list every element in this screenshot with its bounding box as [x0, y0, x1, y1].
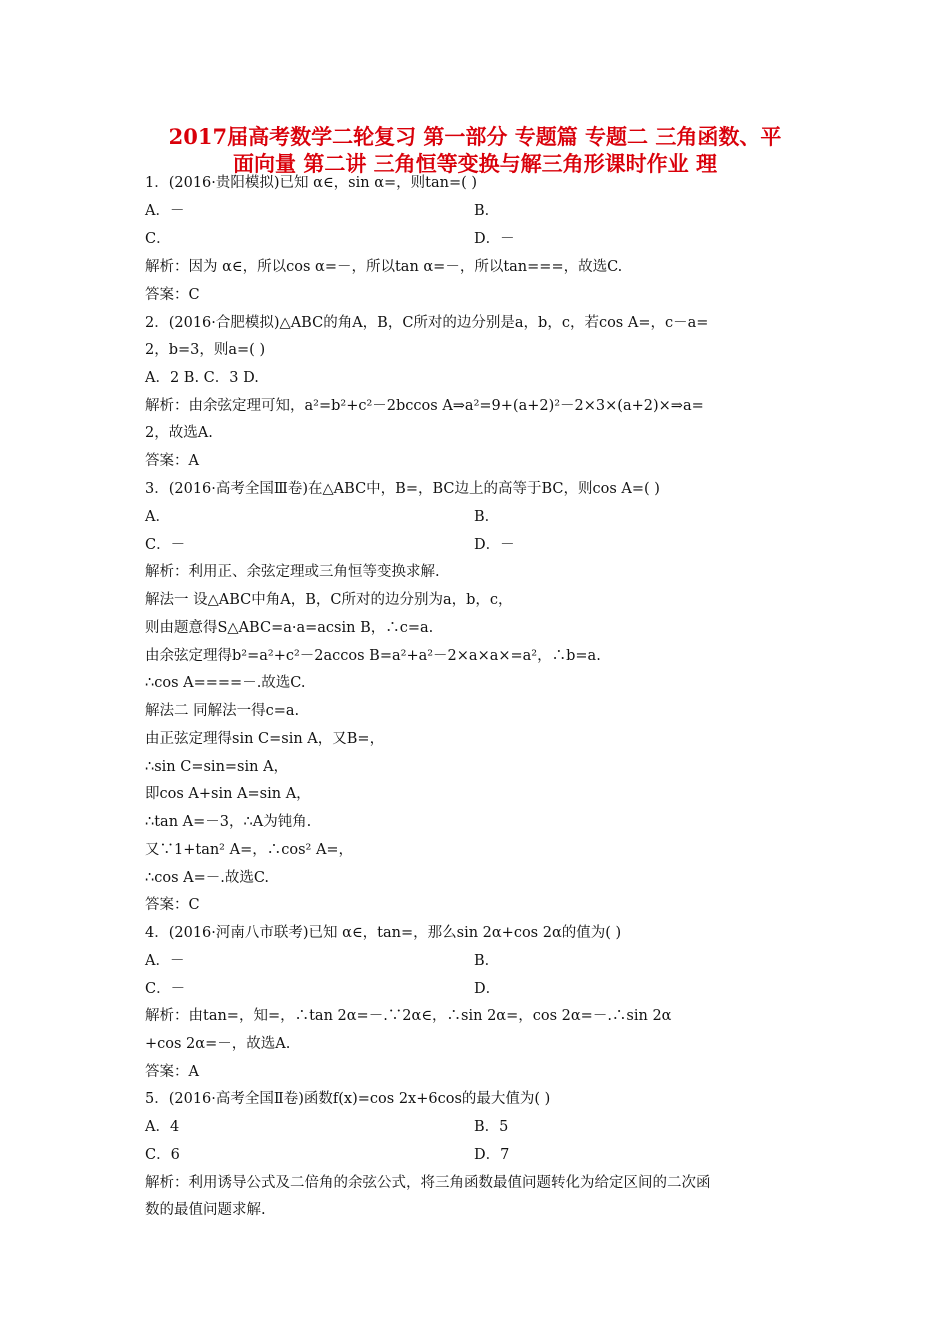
q3-option-b: B．	[474, 509, 500, 525]
q4-option-b: B．	[474, 953, 500, 969]
q2-answer: 答案：A	[145, 453, 199, 469]
q5-stem: 5．(2016·高考全国Ⅱ卷)函数f(x)=cos 2x+6cos的最大值为( )	[145, 1091, 551, 1107]
q3-option-d: D．－	[474, 537, 515, 553]
q1-option-d: D．－	[474, 231, 515, 247]
q1-option-c: C．	[145, 231, 171, 247]
q5-option-d: D．7	[474, 1147, 510, 1163]
q3-stem: 3．(2016·高考全国Ⅲ卷)在△ABC中，B=，BC边上的高等于BC，则cos A=( )	[145, 481, 660, 497]
document-title-line-2: 面向量 第二讲 三角恒等变换与解三角形课时作业 理	[233, 151, 717, 176]
q5-option-a: A．4	[145, 1119, 180, 1135]
q2-analysis-line-1: 解析：由余弦定理可知，a²=b²+c²－2bccos A⇒a²=9+(a+2)²－2×3×(a+2)×⇒a=	[145, 398, 704, 414]
q3-analysis-line: 则由题意得S△ABC=a·a=acsin B，∴c=a.	[145, 620, 434, 636]
q4-option-d: D．	[474, 981, 501, 997]
q3-analysis-line: 又∵1+tan² A=，∴cos² A=，	[145, 842, 354, 858]
q3-answer: 答案：C	[145, 897, 200, 913]
document-title-line-1: 2017届高考数学二轮复习 第一部分 专题篇 专题二 三角函数、平	[168, 124, 782, 149]
q3-analysis-line: 解法二 同解法一得c=a.	[145, 703, 300, 719]
q3-analysis-line: ∴sin C=sin=sin A，	[145, 759, 289, 775]
q3-analysis-line: 解法一 设△ABC中角A，B，C所对的边分别为a，b，c，	[145, 592, 513, 608]
q3-analysis-line: 由正弦定理得sin C=sin A，又B=，	[145, 731, 385, 747]
q3-analysis-line: 解析：利用正、余弦定理或三角恒等变换求解.	[145, 564, 440, 580]
q2-analysis-line-2: 2，故选A.	[145, 425, 213, 441]
q4-analysis-line-2: +cos 2α=－，故选A.	[145, 1036, 291, 1052]
q1-analysis: 解析：因为 α∈，所以cos α=－，所以tan α=－，所以tan===，故选C.	[145, 259, 623, 275]
q1-option-a: A．－	[145, 203, 185, 219]
q5-analysis-line-1: 解析：利用诱导公式及二倍角的余弦公式，将三角函数最值问题转化为给定区间的二次函	[145, 1175, 711, 1191]
q3-analysis-line: 即cos A+sin A=sin A，	[145, 786, 311, 802]
q4-answer: 答案：A	[145, 1064, 199, 1080]
q1-answer: 答案：C	[145, 287, 200, 303]
q2-stem-line-2: 2，b=3，则a=( )	[145, 342, 266, 358]
q2-options: A．2 B. C．3 D.	[145, 370, 259, 386]
q3-analysis-line: ∴cos A=－.故选C.	[145, 870, 270, 886]
q2-stem-line-1: 2．(2016·合肥模拟)△ABC的角A，B，C所对的边分别是a，b，c，若cos A=，c－a=	[145, 315, 709, 331]
q4-analysis-line-1: 解析：由tan=，知=，∴tan 2α=－.∵2α∈，∴sin 2α=，cos 2α=－.∴sin 2α	[145, 1008, 672, 1024]
q5-analysis-line-2: 数的最值问题求解.	[145, 1202, 266, 1218]
q1-option-b: B．	[474, 203, 500, 219]
q4-stem: 4．(2016·河南八市联考)已知 α∈，tan=，那么sin 2α+cos 2α的值为( )	[145, 925, 622, 941]
q4-option-c: C．－	[145, 981, 186, 997]
q3-option-a: A．	[145, 509, 170, 525]
q4-option-a: A．－	[145, 953, 185, 969]
q5-option-c: C．6	[145, 1147, 180, 1163]
q3-option-c: C．－	[145, 537, 186, 553]
q5-option-b: B．5	[474, 1119, 509, 1135]
q3-analysis-line: 由余弦定理得b²=a²+c²－2accos B=a²+a²－2×a×a×=a²，∴b=a.	[145, 648, 601, 664]
q1-stem: 1．(2016·贵阳模拟)已知 α∈，sin α=，则tan=( )	[145, 175, 478, 191]
q3-analysis-line: ∴cos A====－.故选C.	[145, 675, 306, 691]
q3-analysis-line: ∴tan A=－3，∴A为钝角.	[145, 814, 312, 830]
